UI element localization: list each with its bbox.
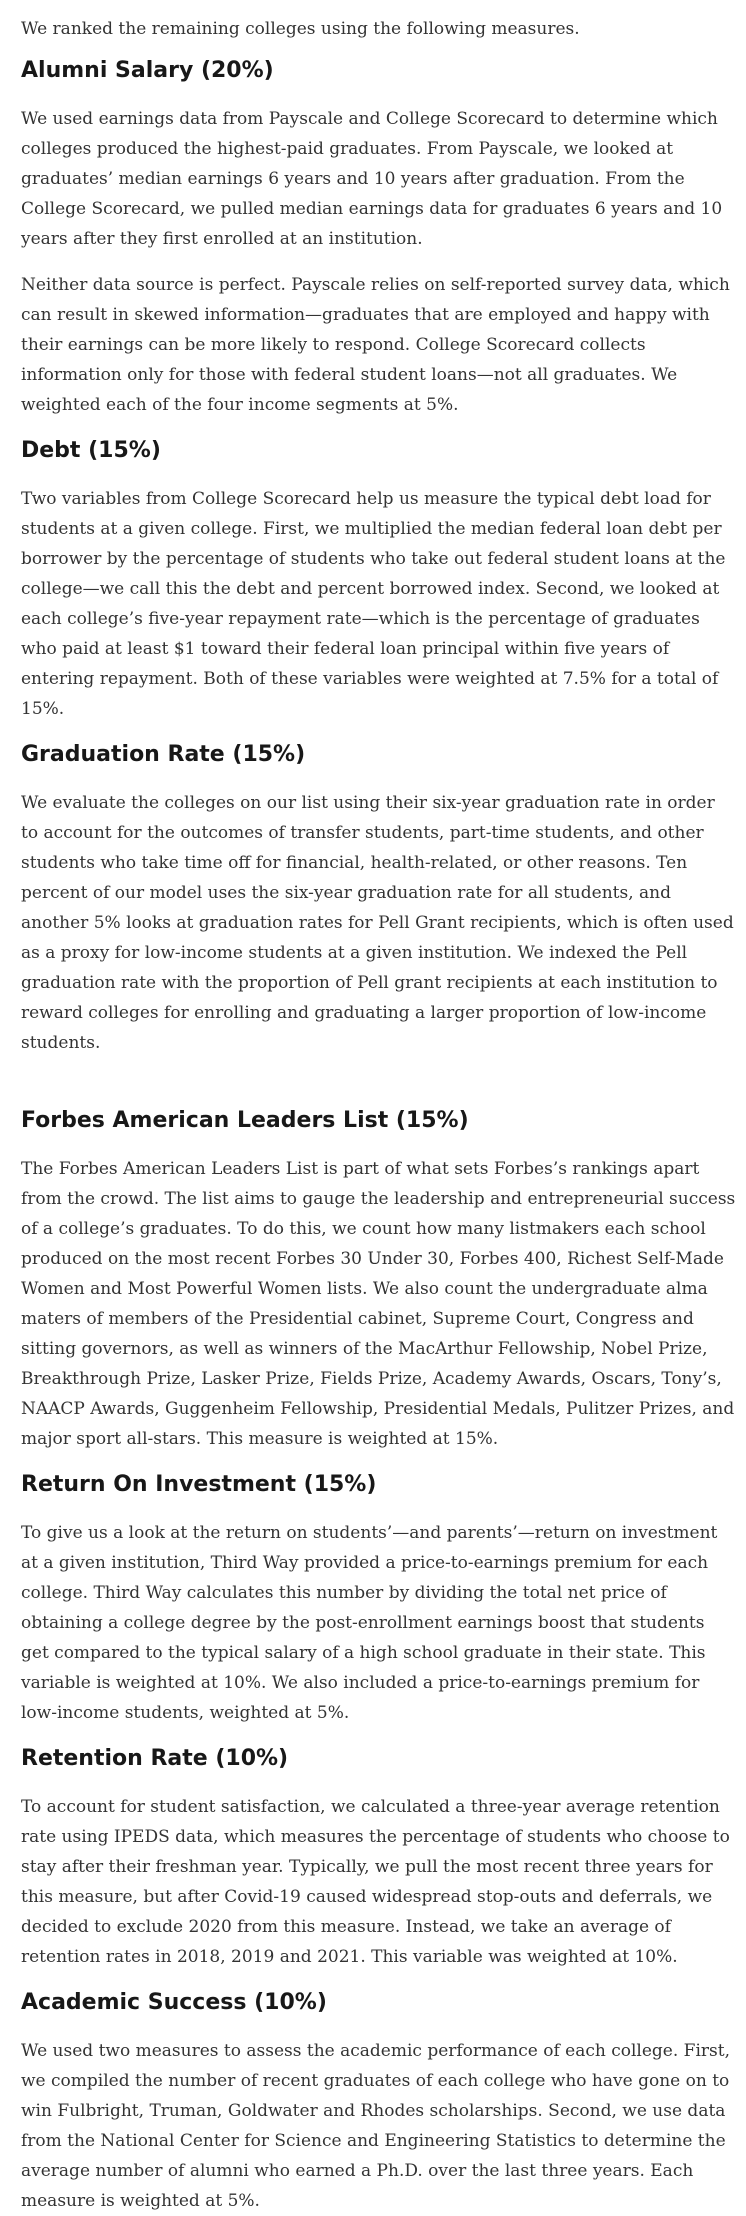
american-leaders-paragraph: The Forbes American Leaders List is part of what sets Forbes’s rankings apart from the crowd. The list aims to gauge the leadership and entrepreneurial success of a college’s graduates. To do this, we count how many listmakers each school produced on the most recent Forbes 30 Under 30, Forbes 400, Richest Self-Made Women and Most Powerful Women lists. We also count the undergraduate alma maters of members of the Presidential cabinet, Supreme Court, Congress and sitting governors, as well as winners of the MacArthur Fellowship, Nobel Prize, Breakthrough Prize, Lasker Prize, Fields Prize, Academy Awards, Oscars, Tony’s, NAACP Awards, Guggenheim Fellowship, Presidential Medals, Pulitzer Prizes, and major sport all-stars. This measure is weighted at 15%. [21,1159,736,1449]
heading-retention-rate: Retention Rate (10%) [21,1746,289,1771]
intro-paragraph: We ranked the remaining colleges using the following measures. [21,19,580,39]
alumni-salary-paragraph-2: Neither data source is perfect. Payscale relies on self-reported survey data, which can result in skewed information—graduates that are employed and happy with their earnings can be more likely to respond. College Scorecard collects information only for those with federal student loans—not all graduates. We weighted each of the four income segments at 5%. [21,275,730,415]
heading-graduation-rate: Graduation Rate (15%) [21,742,306,767]
debt-paragraph: Two variables from College Scorecard help us measure the typical debt load for students at a given college. First, we multiplied the median federal loan debt per borrower by the percentage of students who take out federal student loans at the college—we call this the debt and percent borrowed index. Second, we looked at each college’s five-year repayment rate—which is the percentage of graduates who paid at least $1 toward their federal loan principal within five years of entering repayment. Both of these variables were weighted at 7.5% for a total of 15%. [21,489,726,719]
alumni-salary-paragraph-1: We used earnings data from Payscale and College Scorecard to determine which colleges produced the highest-paid graduates. From Payscale, we looked at graduates’ median earnings 6 years and 10 years after graduation. From the College Scorecard, we pulled median earnings data for graduates 6 years and 10 years after they first enrolled at an institution. [21,109,723,249]
heading-academic-success: Academic Success (10%) [21,1990,327,2015]
academic-success-paragraph: We used two measures to assess the academic performance of each college. First, we compiled the number of recent graduates of each college who have gone on to win Fulbright, Truman, Goldwater and Rhodes scholarships. Second, we use data from the National Center for Science and Engineering Statistics to determine the average number of alumni who earned a Ph.D. over the last three years. Each measure is weighted at 5%. [21,2041,730,2211]
heading-return-on-investment: Return On Investment (15%) [21,1472,377,1497]
retention-rate-paragraph: To account for student satisfaction, we calculated a three-year average retention rate using IPEDS data, which measures the percentage of students who choose to stay after their freshman year. Typically, we pull the most recent three years for this measure, but after Covid-19 caused widespread stop-outs and deferrals, we decided to exclude 2020 from this measure. Instead, we take an average of retention rates in 2018, 2019 and 2021. This variable was weighted at 10%. [21,1797,730,1967]
heading-alumni-salary: Alumni Salary (20%) [21,58,274,83]
heading-american-leaders: Forbes American Leaders List (15%) [21,1108,469,1133]
return-on-investment-paragraph: To give us a look at the return on students’—and parents’—return on investment at a given institution, Third Way provided a price-to-earnings premium for each college. Third Way calculates this number by dividing the total net price of obtaining a college degree by the post-enrollment earnings boost that students get compared to the typical salary of a high school graduate in their state. This variable is weighted at 10%. We also included a price-to-earnings premium for low-income students, weighted at 5%. [21,1523,718,1723]
graduation-rate-paragraph: We evaluate the colleges on our list using their six-year graduation rate in order to account for the outcomes of transfer students, part-time students, and other students who take time off for financial, health-related, or other reasons. Ten percent of our model uses the six-year graduation rate for all students, and another 5% looks at graduation rates for Pell Grant recipients, which is often used as a proxy for low-income students at a given institution. We indexed the Pell graduation rate with the proportion of Pell grant recipients at each institution to reward colleges for enrolling and graduating a larger proportion of low-income students. [21,793,734,1053]
heading-debt: Debt (15%) [21,438,161,463]
